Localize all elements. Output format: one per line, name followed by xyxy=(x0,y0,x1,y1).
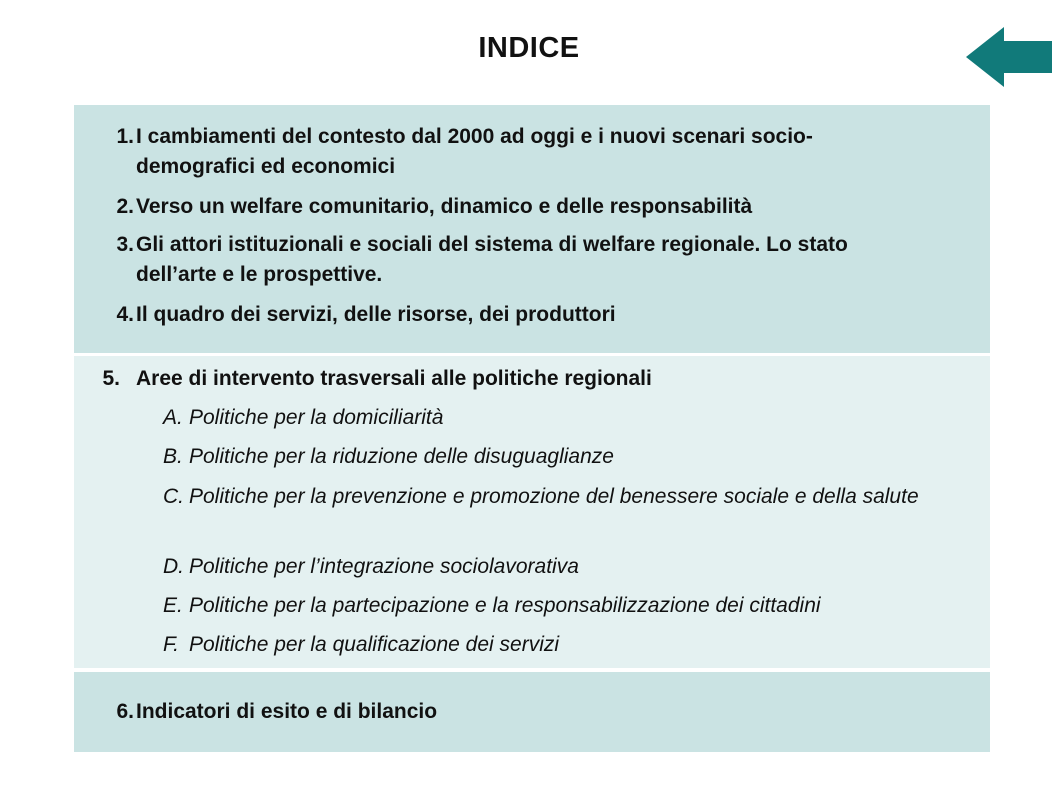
item-number: 4. xyxy=(116,303,134,326)
subitem-text: Politiche per la qualificazione dei servizi xyxy=(189,633,560,656)
back-button[interactable] xyxy=(966,25,1052,89)
left-arrow-icon xyxy=(966,25,1052,89)
item-text: Aree di intervento trasversali alle politiche regionali xyxy=(136,367,652,390)
subitem-text: Politiche per la prevenzione e promozione del benessere sociale e della salute xyxy=(189,485,919,508)
item-number: 2. xyxy=(116,195,134,218)
subitem-letter: B. xyxy=(163,445,183,468)
subitem-text: Politiche per la riduzione delle disuguaglianze xyxy=(189,445,614,468)
item-text: I cambiamenti del contesto dal 2000 ad oggi e i nuovi scenari socio-demografici ed economici xyxy=(136,125,813,178)
page-title: INDICE xyxy=(478,32,580,64)
item-text: Gli attori istituzionali e sociali del sistema di welfare regionale. Lo stato dell’arte e le prospettive. xyxy=(136,233,848,286)
item-text: Verso un welfare comunitario, dinamico e delle responsabilità xyxy=(136,195,753,218)
item-number: 3. xyxy=(116,233,134,256)
index-row-5 xyxy=(74,356,990,668)
index-row-1-4 xyxy=(74,105,990,353)
index-row-6 xyxy=(74,672,990,752)
subitem-text: Politiche per la partecipazione e la responsabilizzazione dei cittadini xyxy=(189,594,821,617)
item-number: 5. xyxy=(102,367,120,390)
subitem-letter: E. xyxy=(163,594,183,617)
item-number: 1. xyxy=(116,125,134,148)
item-text: Il quadro dei servizi, delle risorse, dei produttori xyxy=(136,303,616,326)
subitem-text: Politiche per la domiciliarità xyxy=(189,406,444,429)
item-number: 6. xyxy=(116,700,134,723)
item-text: Indicatori di esito e di bilancio xyxy=(136,700,438,723)
subitem-letter: D. xyxy=(163,555,184,578)
subitem-letter: F. xyxy=(163,633,179,656)
subitem-text: Politiche per l’integrazione sociolavorativa xyxy=(189,555,579,578)
subitem-letter: A. xyxy=(163,406,183,429)
subitem-letter: C. xyxy=(163,485,184,508)
